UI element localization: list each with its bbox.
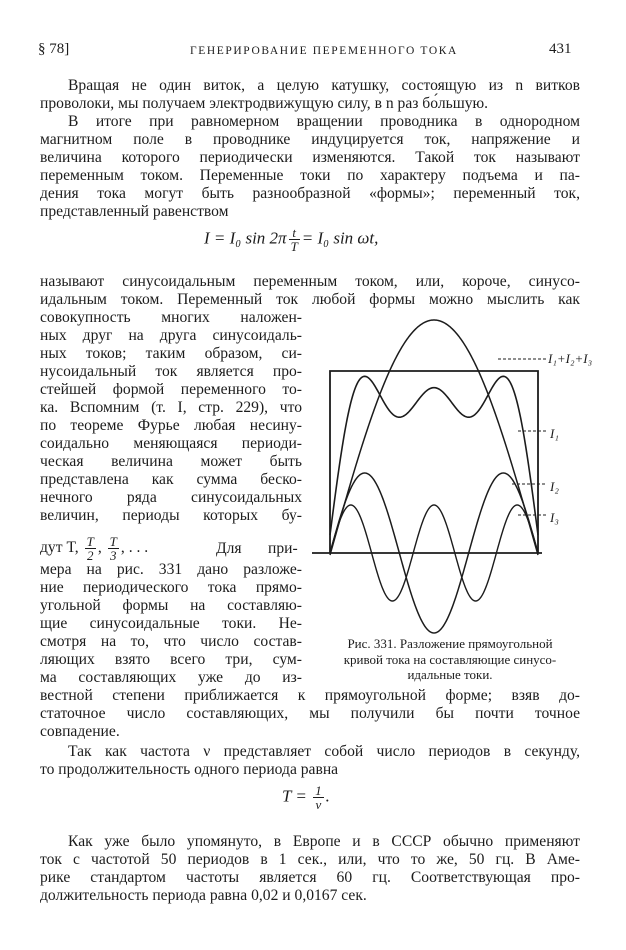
fourier-line: дут T, $\frac{T}{2}$ , $\frac{T}{3}$ , . . . (40, 534, 149, 563)
fraction-t-over-2 (85, 535, 96, 562)
running-title: ГЕНЕРИРОВАНИЕ ПЕРЕМЕННОГО ТОКА (190, 45, 458, 57)
wrap-line-6: ка. Вспомним (т. I, стр. 229), что (40, 399, 302, 416)
wrap2-line-7: ма составляющих уже до из- (40, 669, 302, 686)
para1-line-2: проволоки, мы получаем электродвижущую силу, в n раз бо́льшую. (40, 95, 489, 112)
wrap-line-3: ных токов; таким образом, си- (40, 345, 302, 362)
wrap-line-11: нечного ряда синусоидальных (40, 489, 302, 506)
fraction-t-over-3 (108, 535, 119, 562)
formula2-fraction (313, 784, 324, 811)
para2-line-2: магнитном поле в проводнике индуцируется ток, напряжение и (40, 131, 580, 148)
wrap-line-2: ных друг на друга синусоидаль- (40, 327, 302, 344)
formula-sinusoid (204, 226, 378, 253)
formula2-lhs: T = (282, 786, 307, 806)
wrap2-line-1: мера на рис. 331 дано разложе- (40, 561, 302, 578)
wrap2-line-4: щие синусоидальные токи. Не- (40, 615, 302, 632)
wrap2-line-3: угольной формы на составляю- (40, 597, 302, 614)
curve-sum (330, 376, 538, 535)
fourier-word-2: при- (268, 540, 298, 557)
wrap-line-12: величин, периоды которых бу- (40, 507, 302, 524)
formula-rhs: = I₀ sin ωt, (301, 228, 379, 248)
formula-lhs: I = I₀ sin 2π (204, 228, 287, 248)
formula-fraction (289, 226, 300, 253)
curve-square (330, 371, 538, 553)
caption-line-3: идальные токи. (407, 667, 493, 682)
figure-curves (312, 320, 542, 633)
para2-line-5: дения тока могут быть разнообразной «формы»; переменный ток, (40, 185, 580, 202)
para3-end-line-3: совпадение. (40, 723, 120, 740)
fourier-ellipsis: , . . . (120, 539, 149, 557)
wrap-line-4: нусоидальный ток является про- (40, 363, 302, 380)
formula2-den: ν (315, 797, 322, 812)
label-i2: I₂ (550, 479, 559, 494)
para4-line-1: Так как частота ν представляет собой число периодов в секунду, (68, 743, 580, 760)
formula-period (282, 784, 330, 811)
para1-line-1: Вращая не один виток, а целую катушку, состоящую из n витков (68, 77, 580, 94)
wrap2-line-5: смотря на то, что число состав- (40, 633, 302, 650)
formula2-num: 1 (315, 783, 322, 798)
para5-line-2: ток с частотой 50 периодов в 1 сек., или, что то же, 50 гц. В Аме- (40, 851, 580, 868)
wrap-line-10: представлена как сумма беско- (40, 471, 302, 488)
para5-line-4: должительность периода равна 0,02 и 0,0167 сек. (40, 887, 367, 904)
para4-line-2: то продолжительность одного периода равна (40, 761, 339, 778)
fraction-denominator: T (290, 239, 298, 254)
para3-line-2: идальным током. Переменный ток любой формы можно мыслить как (40, 291, 580, 308)
wrap2-line-6: ляющих взято всего три, сум- (40, 651, 302, 668)
caption-line-1: Рис. 331. Разложение прямоугольной (347, 636, 553, 651)
figure-331 (312, 305, 596, 635)
frac1-den: 2 (86, 548, 94, 563)
label-sum: I₁+I₂+I₃ (548, 351, 593, 366)
frac1-num: T (86, 534, 94, 549)
para2-line-6: представленный равенством (40, 203, 229, 220)
section-number: § 78] (38, 41, 70, 57)
para3-end-line-1: вестной степени приближается к прямоугольной форме; взяв до- (40, 687, 580, 704)
frac2-den: 3 (110, 548, 117, 563)
wrap-line-9: ческая величина может быть (40, 453, 302, 470)
label-i1: I₁ (550, 426, 559, 441)
wrap-line-7: по теореме Фурье любая несину- (40, 417, 302, 434)
fraction-numerator: t (289, 226, 300, 240)
para2-line-1: В итоге при равномерном вращении проводника в однородном (68, 113, 580, 130)
fourier-word-1: Для (216, 540, 242, 557)
para2-line-3: величина которого периодически изменяются. Такой ток называют (40, 149, 580, 166)
label-i3: I₃ (550, 510, 559, 525)
wrap-line-1: совокупность многих наложен- (40, 309, 302, 326)
wrap-line-8: соидально меняющаяся периоди- (40, 435, 302, 452)
wrap2-line-2: ние периодического тока прямо- (40, 579, 302, 596)
fourier-prefix: дут T, (40, 539, 79, 557)
para3-end-line-2: статочное число составляющих, мы получили бы почти точное (40, 705, 580, 722)
page-number: 431 (549, 41, 572, 57)
frac2-num: T (109, 534, 117, 549)
para5-line-3: рике стандартом частоты является 60 гц. Соответствующая про- (40, 869, 580, 886)
caption-line-2: кривой тока на составляющие синусо- (343, 651, 557, 667)
formula2-end: . (325, 786, 330, 806)
wrap-line-5: стейшей формой переменного то- (40, 381, 302, 398)
para5-line-1: Как уже было упомянуто, в Европе и в СССР обычно применяют (68, 833, 580, 850)
para3-line-1: называют синусоидальным переменным током, или, короче, синусо- (40, 273, 580, 290)
para2-line-4: переменным током. Переменные токи по характеру подъема и па- (40, 167, 580, 184)
figure-caption (314, 636, 586, 683)
